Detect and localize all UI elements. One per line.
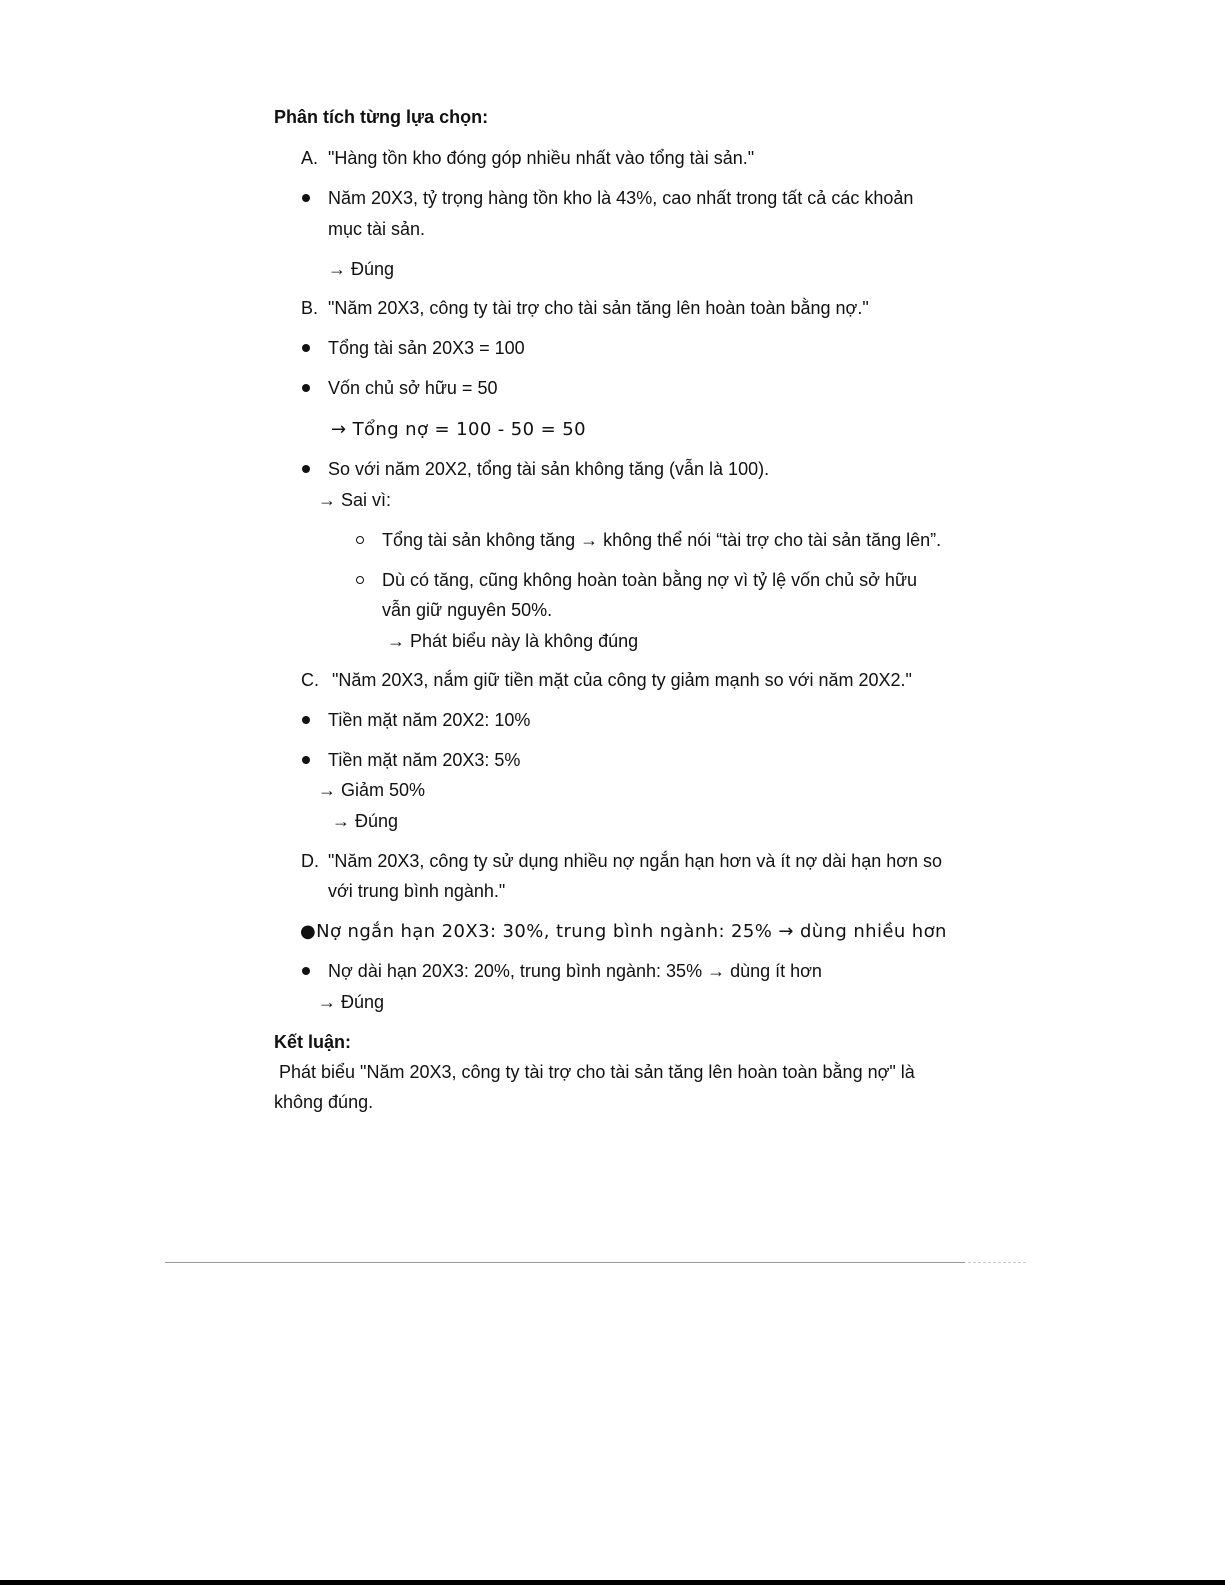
option-c-statement: "Năm 20X3, nắm giữ tiền mặt của công ty giảm mạnh so với năm 20X2." (332, 670, 912, 690)
option-b-reason-1: Tổng tài sản không tăng → không thể nói “tài trợ cho tài sản tăng lên”. (382, 530, 942, 550)
bullet-icon (302, 194, 310, 202)
option-c-result: → Đúng (332, 811, 399, 831)
option-b-total-assets: Tổng tài sản 20X3 = 100 (328, 338, 525, 358)
analysis-heading: Phân tích từng lựa chọn: (274, 107, 489, 127)
option-b-total-debt-calc: → Tổng nợ = 100 - 50 = 50 (331, 419, 586, 440)
option-a-point-line1: Năm 20X3, tỷ trọng hàng tồn kho là 43%, cao nhất trong tất cả các khoản (328, 188, 914, 208)
option-b-reason-intro: → Sai vì: (318, 490, 392, 510)
option-a-label: A. (301, 148, 319, 168)
divider-dashed-end (968, 1262, 1026, 1263)
option-a-result: → Đúng (328, 259, 395, 279)
option-d-label: D. (301, 851, 319, 871)
option-b-label: B. (301, 298, 319, 318)
bullet-icon (302, 384, 310, 392)
option-b-comparison: So với năm 20X2, tổng tài sản không tăng (vẫn là 100). (328, 459, 770, 479)
option-c-cash-20x3: Tiền mặt năm 20X3: 5% (328, 750, 521, 770)
option-d-statement-line1: "Năm 20X3, công ty sử dụng nhiều nợ ngắn hạn hơn và ít nợ dài hạn hơn so (328, 851, 943, 871)
bullet-icon (302, 465, 310, 473)
bullet-icon (302, 344, 310, 352)
option-b-result: → Phát biểu này là không đúng (387, 631, 639, 651)
option-b-statement: "Năm 20X3, công ty tài trợ cho tài sản tăng lên hoàn toàn bằng nợ." (328, 298, 869, 318)
option-c-label: C. (301, 670, 319, 690)
option-b-reason-2-line1: Dù có tăng, cũng không hoàn toàn bằng nợ vì tỷ lệ vốn chủ sở hữu (382, 570, 918, 590)
option-b-equity: Vốn chủ sở hữu = 50 (328, 378, 498, 398)
option-a-statement: "Hàng tồn kho đóng góp nhiều nhất vào tổng tài sản." (328, 148, 755, 168)
option-c-result-decrease: → Giảm 50% (318, 780, 426, 800)
option-d-long-term-debt: Nợ dài hạn 20X3: 20%, trung bình ngành: 35% → dùng ít hơn (328, 961, 822, 981)
option-b-reason-2-line2: vẫn giữ nguyên 50%. (382, 600, 553, 620)
bullet-icon (302, 967, 310, 975)
option-d-short-term-debt: ●Nợ ngắn hạn 20X3: 30%, trung bình ngành: 25% → dùng nhiều hơn (300, 921, 947, 942)
circle-bullet-icon (356, 536, 364, 544)
option-c-cash-20x2: Tiền mặt năm 20X2: 10% (328, 710, 531, 730)
option-d-statement-line2: với trung bình ngành." (328, 881, 506, 901)
conclusion-heading: Kết luận: (274, 1032, 352, 1052)
horizontal-divider (165, 1262, 965, 1263)
conclusion-line1: Phát biểu "Năm 20X3, công ty tài trợ cho tài sản tăng lên hoàn toàn bằng nợ" là (279, 1062, 915, 1082)
bullet-icon (302, 716, 310, 724)
option-a-point-line2: mục tài sản. (328, 219, 426, 239)
conclusion-line2: không đúng. (274, 1092, 374, 1112)
bottom-edge-bar (0, 1580, 1225, 1585)
option-d-result: → Đúng (318, 992, 385, 1012)
circle-bullet-icon (356, 576, 364, 584)
bullet-icon (302, 756, 310, 764)
